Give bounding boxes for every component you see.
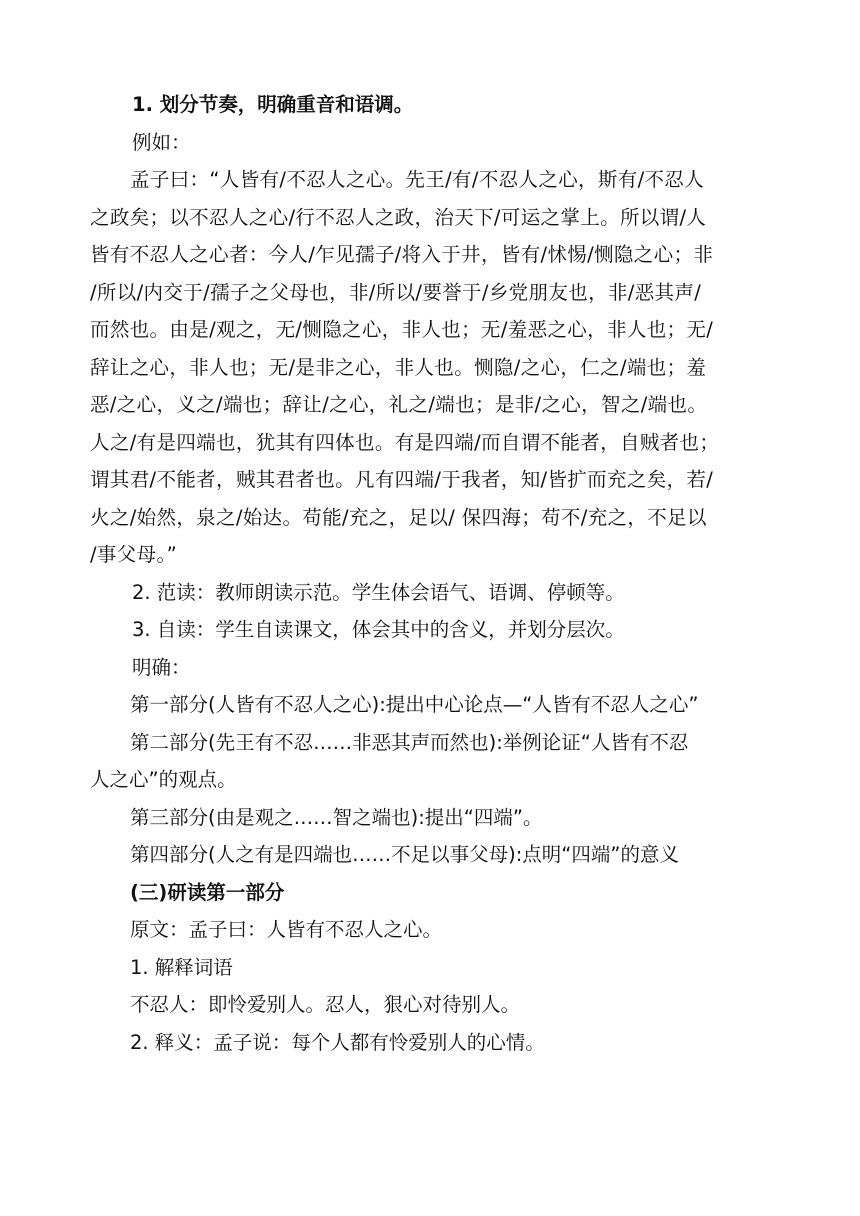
original-text: 原文：孟子曰：人皆有不忍人之心。 [130, 918, 443, 941]
step-model-reading: 2. 范读：教师朗读示范。学生体会语气、语调、停顿等。 [132, 580, 625, 604]
passage-line: 恶/之心，义之/端也；辞让/之心，礼之/端也；是非/之心，智之/端也。 [90, 393, 708, 416]
part-two: 第二部分(先王有不忍……非恶其声而然也):举例论证“人皆有不忍 [130, 730, 689, 754]
part-three: 第三部分(由是观之……智之端也):提出“四端”。 [130, 805, 543, 829]
passage-line: 之政矣；以不忍人之心/行不忍人之政，治天下/可运之掌上。所以谓/人 [90, 205, 707, 229]
part-four: 第四部分(人之有是四端也……不足以事父母):点明“四端”的意义 [130, 843, 679, 866]
clarify-label: 明确： [132, 655, 191, 679]
explain-text: 不忍人：即怜爱别人。忍人，狠心对待别人。 [130, 993, 521, 1016]
section-heading: (三)研读第一部分 [130, 880, 285, 904]
passage-line: /事父母。” [90, 543, 178, 566]
passage-line: 人之/有是四端也，犹其有四体也。有是四端/而自谓不能者，自贼者也； [90, 430, 720, 454]
passage-line: /所以/内交于/孺子之父母也，非/所以/要誉于/乡党朋友也，非/恶其声/ [90, 280, 702, 304]
passage-line: 谓其君/不能者，贼其君者也。凡有四端/于我者，知/皆扩而充之矣，若/ [90, 468, 714, 491]
step-self-reading: 3. 自读：学生自读课文，体会其中的含义，并划分层次。 [132, 618, 625, 641]
part-one: 第一部分(人皆有不忍人之心):提出中心论点—“人皆有不忍人之心” [130, 693, 699, 716]
heading-rhythm: 1. 划分节奏，明确重音和语调。 [132, 93, 414, 116]
passage-line: 辞让之心，非人也；无/是非之心，非人也。恻隐/之心，仁之/端也；羞 [90, 355, 707, 379]
part-two-continued: 人之心”的观点。 [90, 768, 237, 791]
meaning-text: 2. 释义：孟子说：每个人都有怜爱别人的心情。 [130, 1030, 545, 1054]
mencius-passage [90, 161, 770, 574]
explain-title: 1. 解释词语 [130, 955, 233, 979]
passage-line: 皆有不忍人之心者：今人/乍见孺子/将入于井，皆有/怵惕/恻隐之心；非 [90, 243, 714, 266]
passage-line: 火之/始然，泉之/始达。苟能/充之，足以/ 保四海；苟不/充之，不足以 [90, 505, 707, 529]
passage-line: 孟子曰：“人皆有/不忍人之心。先王/有/不忍人之心，斯有/不忍人 [130, 168, 705, 191]
example-label: 例如： [132, 130, 191, 154]
passage-line: 而然也。由是/观之，无/恻隐之心，非人也；无/羞恶之心，非人也；无/ [90, 318, 714, 341]
